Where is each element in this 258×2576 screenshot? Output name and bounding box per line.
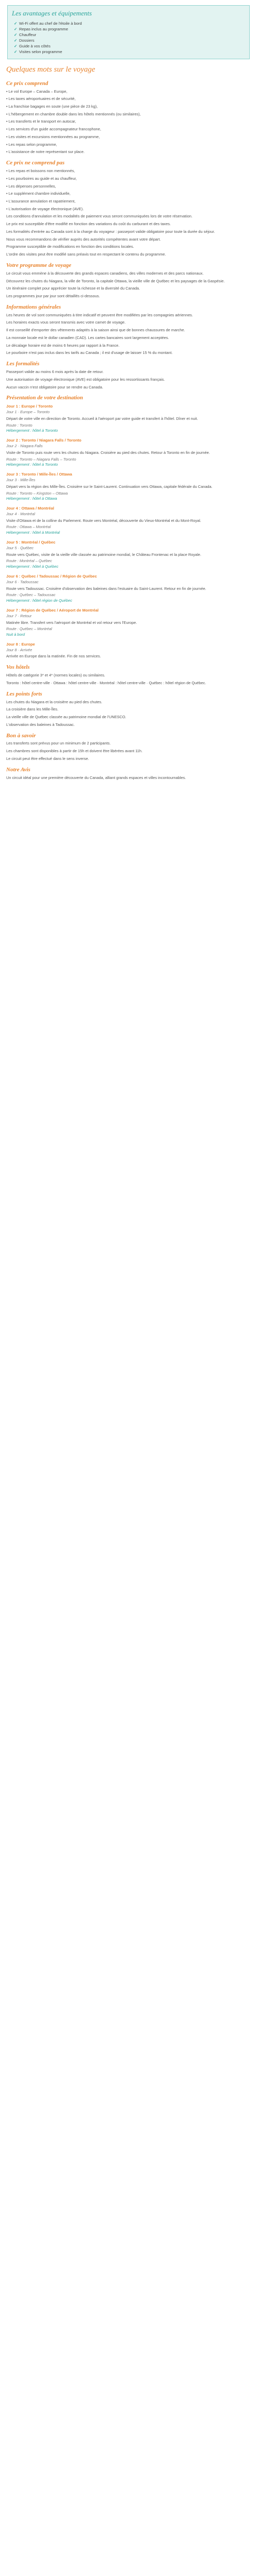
section-paragraph: • Les services d'un guide accompagnateur francophone, [6,127,101,132]
itinerary-day [6,403,251,434]
section-body [6,168,251,258]
day-route: Route : Toronto – Niagara Falls – Toronto [6,456,76,462]
section-heading: Informations générales [6,303,61,310]
day-title: Jour 3 : Toronto / Mille-Îles / Ottawa [6,472,72,477]
day-title: Jour 6 : Québec / Tadoussac / Région de Québec [6,573,97,579]
check-icon: ✓ [14,43,18,48]
section-paragraph: Programme susceptible de modifications en fonction des conditions locales. [6,244,134,249]
section-paragraph: Le décalage horaire est de moins 6 heures par rapport à la France. [6,343,120,348]
section-heading: Les formalités [6,361,40,367]
section-paragraph: • Les dépenses personnelles, [6,183,56,189]
page [0,5,258,781]
itinerary-day [6,437,251,468]
section-paragraph: Il est conseillé d'emporter des vêtements adaptés à la saison ainsi que de bonnes chaussures de marche. [6,328,185,333]
section-body [6,271,251,299]
section-paragraph: Le circuit peut être effectué dans le sens inverse. [6,756,89,761]
section-paragraph: Hôtels de catégorie 3* et 4* (normes locales) ou similaires. [6,673,105,678]
itinerary-day [6,539,251,570]
section-paragraph: Découvrez les chutes du Niagara, la ville de Toronto, la capitale Ottawa, la vieille ville de Québec et les paysages de la Gaspésie. [6,278,225,283]
section-paragraph: Passeport valide au moins 6 mois après la date de retour. [6,369,104,375]
day-title: Jour 7 : Région de Québec / Aéroport de Montréal [6,607,99,613]
section-heading: Votre programme de voyage [6,262,72,268]
section-paragraph: Les programmes jour par jour sont détaillés ci-dessous. [6,294,100,299]
day-route: Route : Toronto [6,422,33,428]
section-paragraph: Les heures de vol sont communiquées à titre indicatif et peuvent être modifiées par les compagnies aériennes. [6,312,193,317]
check-icon: ✓ [14,21,18,26]
section-heading: Notre Avis [6,766,30,773]
days-heading: Présentation de votre destination [6,395,83,401]
section-paragraph: Les conditions d'annulation et les modalités de paiement vous seront communiquées lors de votre réservation. [6,214,192,219]
day-title: Jour 4 : Ottawa / Montréal [6,506,54,511]
section-paragraph: Toronto : hôtel centre-ville · Ottawa : hôtel centre-ville · Montréal : hôtel centre-ville · Québec : hôtel région de Québec. [6,680,206,685]
day-route: Route : Ottawa – Montréal [6,524,51,530]
day-title: Jour 1 : Europe / Toronto [6,404,53,409]
day-description: Visite d'Ottawa et de la colline du Parlement. Route vers Montréal, découverte du Vieux-Montréal et du Mont-Royal. [6,518,201,523]
day-hotel: Hébergement : hôtel à Québec [6,564,59,569]
section-paragraph: • La franchise bagages en soute (une pièce de 23 kg), [6,104,98,109]
section-body [6,313,251,356]
section-paragraph: • Les taxes aéroportuaires et de sécurité, [6,96,76,101]
day-title: Jour 5 : Montréal / Québec [6,539,56,545]
day-title: Jour 2 : Toronto / Niagara Falls / Toronto [6,438,82,443]
day-description: Visite de Toronto puis route vers les chutes du Niagara. Croisière au pied des chutes. Retour à Toronto en fin de journée. [6,450,210,455]
day-hotel: Hébergement : hôtel à Ottawa [6,496,57,501]
advantage-item: ✓ Visites selon programme [14,49,62,54]
itinerary-day [6,471,251,502]
itinerary-day [6,607,251,638]
section-paragraph: Le circuit vous emmène à la découverte des grands espaces canadiens, des villes modernes et des parcs nationaux. [6,270,204,276]
day-hotel: Hébergement : hôtel région de Québec [6,598,72,603]
section-body [6,700,251,728]
day-meta: Jour 3 · Mille-Îles [6,478,36,483]
day-meta: Jour 4 · Montréal [6,512,35,516]
section-paragraph: • Les pourboires au guide et au chauffeur, [6,176,77,181]
check-icon: ✓ [14,38,18,43]
section-paragraph: Les formalités d'entrée au Canada sont à la charge du voyageur : passeport valide obligatoire pour toute la durée du séjour. [6,229,215,234]
section-heading: Bon à savoir [6,732,36,739]
advantages-box [7,5,250,59]
day-route: Route : Montréal – Québec [6,558,52,564]
day-hotel: Hébergement : hôtel à Toronto [6,462,58,467]
advantages-title: Les avantages et équipements [12,9,92,17]
day-meta: Jour 6 · Tadoussac [6,579,39,584]
advantage-item: ✓ Guide à vos côtés [14,43,51,48]
section-paragraph: L'observation des baleines à Tadoussac. [6,722,75,727]
section-paragraph: Un circuit idéal pour une première découverte du Canada, alliant grands espaces et villes incontournables. [6,775,186,780]
section-paragraph: Un itinéraire complet pour apprécier toute la richesse et la diversité du Canada. [6,286,140,291]
section-paragraph: Nous vous recommandons de vérifier auprès des autorités compétentes avant votre départ. [6,236,161,242]
day-route: Route : Québec – Montréal [6,626,52,632]
section-paragraph: Les horaires exacts vous seront transmis avec votre carnet de voyage. [6,320,126,325]
section-body [6,369,251,390]
section-paragraph: • L'autorisation de voyage électronique (AVE). [6,206,84,211]
section-paragraph: La vieille ville de Québec classée au patrimoine mondial de l'UNESCO. [6,715,126,720]
day-description: Route vers Tadoussac. Croisière d'observation des baleines dans l'estuaire du Saint-Laurent. Retour en fin de journée. [6,586,206,591]
day-route: Route : Toronto – Kingston – Ottawa [6,490,68,496]
section-paragraph: • L'assurance annulation et rapatriement, [6,199,76,204]
itinerary-day [6,641,251,659]
section-body [6,741,251,761]
section-paragraph: Le prix est susceptible d'être modifié en fonction des variations du coût du carburant et des taxes. [6,222,171,227]
day-meta: Jour 2 · Niagara Falls [6,444,43,449]
day-hotel: Hébergement : hôtel à Montréal [6,530,60,535]
day-description: Départ de votre ville en direction de Toronto. Accueil à l'aéroport par votre guide et transfert à l'hôtel. Dîner et nuit. [6,416,198,421]
advantages-list [12,21,245,55]
section-paragraph: • L'hébergement en chambre double dans les hôtels mentionnés (ou similaires), [6,111,141,116]
itinerary-day [6,505,251,536]
section-paragraph: Les chutes du Niagara et la croisière au pied des chutes. [6,699,103,704]
section-paragraph: • Les repas selon programme, [6,142,57,147]
day-meta: Jour 1 · Europe – Toronto [6,410,50,415]
day-meta: Jour 7 · Retour [6,613,32,618]
section-paragraph: • Le supplément chambre individuelle, [6,191,71,196]
day-description: Route vers Québec, visite de la vieille ville classée au patrimoine mondial, le Château Frontenac et la place Royale. [6,552,201,557]
section-paragraph: La monnaie locale est le dollar canadien (CAD). Les cartes bancaires sont largement acceptées. [6,335,169,340]
advantage-item: ✓ Wi-Fi offert au chef de l'étoile à bord [14,21,82,26]
check-icon: ✓ [14,49,18,54]
itinerary-day [6,573,251,604]
section-paragraph: La croisière dans les Mille-Îles. [6,707,59,712]
section-paragraph: Aucun vaccin n'est obligatoire pour se rendre au Canada. [6,384,103,389]
section-heading: Ce prix comprend [6,80,49,87]
section-paragraph: Une autorisation de voyage électronique (AVE) est obligatoire pour les ressortissants français. [6,377,165,382]
section-body [6,775,251,781]
section-paragraph: • L'assistance de notre représentant sur place. [6,149,85,155]
section-heading: Les points forts [6,690,42,697]
section-heading: Ce prix ne comprend pas [6,160,65,166]
section-paragraph: Le pourboire n'est pas inclus dans les tarifs au Canada ; il est d'usage de laisser 15 % du montant. [6,350,173,355]
section-body [6,89,251,156]
day-title: Jour 8 : Europe [6,641,35,647]
section-paragraph: • Les visites et excursions mentionnées au programme, [6,134,100,139]
advantage-item: ✓ Repas inclus au programme [14,26,68,31]
section-paragraph: • Les transferts et le transport en autocar, [6,119,76,124]
check-icon: ✓ [14,32,18,37]
section-title: Quelques mots sur le voyage [6,65,95,74]
section-paragraph: Les chambres sont disponibles à partir de 15h et doivent être libérées avant 11h. [6,749,143,754]
day-meta: Jour 8 · Arrivée [6,647,33,652]
day-hotel: Hébergement : hôtel à Toronto [6,428,58,433]
itinerary-days [6,403,251,659]
extra-sections [0,664,257,781]
section-paragraph: L'ordre des visites peut être modifié sans préavis tout en respectant le contenu du programme. [6,252,166,257]
advantage-item: ✓ Chauffeur [14,32,37,37]
section-heading: Vos hôtels [6,664,30,671]
section-body [6,673,251,686]
day-description: Arrivée en Europe dans la matinée. Fin de nos services. [6,654,101,659]
info-sections [0,80,257,391]
day-hotel: Nuit à bord [6,632,25,637]
day-route: Route : Québec – Tadoussac [6,592,56,598]
advantage-item: ✓ Dossiers [14,38,35,43]
day-meta: Jour 5 · Québec [6,545,34,550]
section-paragraph: • Le vol Europe – Canada – Europe, [6,89,68,94]
section-paragraph: • Les repas et boissons non mentionnés, [6,168,75,174]
day-description: Départ vers la région des Mille-Îles. Croisière sur le Saint-Laurent. Continuation vers Ottawa, capitale fédérale du Canada. [6,484,213,489]
check-icon: ✓ [14,26,18,31]
day-description: Matinée libre. Transfert vers l'aéroport de Montréal et vol retour vers l'Europe. [6,620,137,625]
section-paragraph: Les transferts sont prévus pour un minimum de 2 participants. [6,741,111,746]
